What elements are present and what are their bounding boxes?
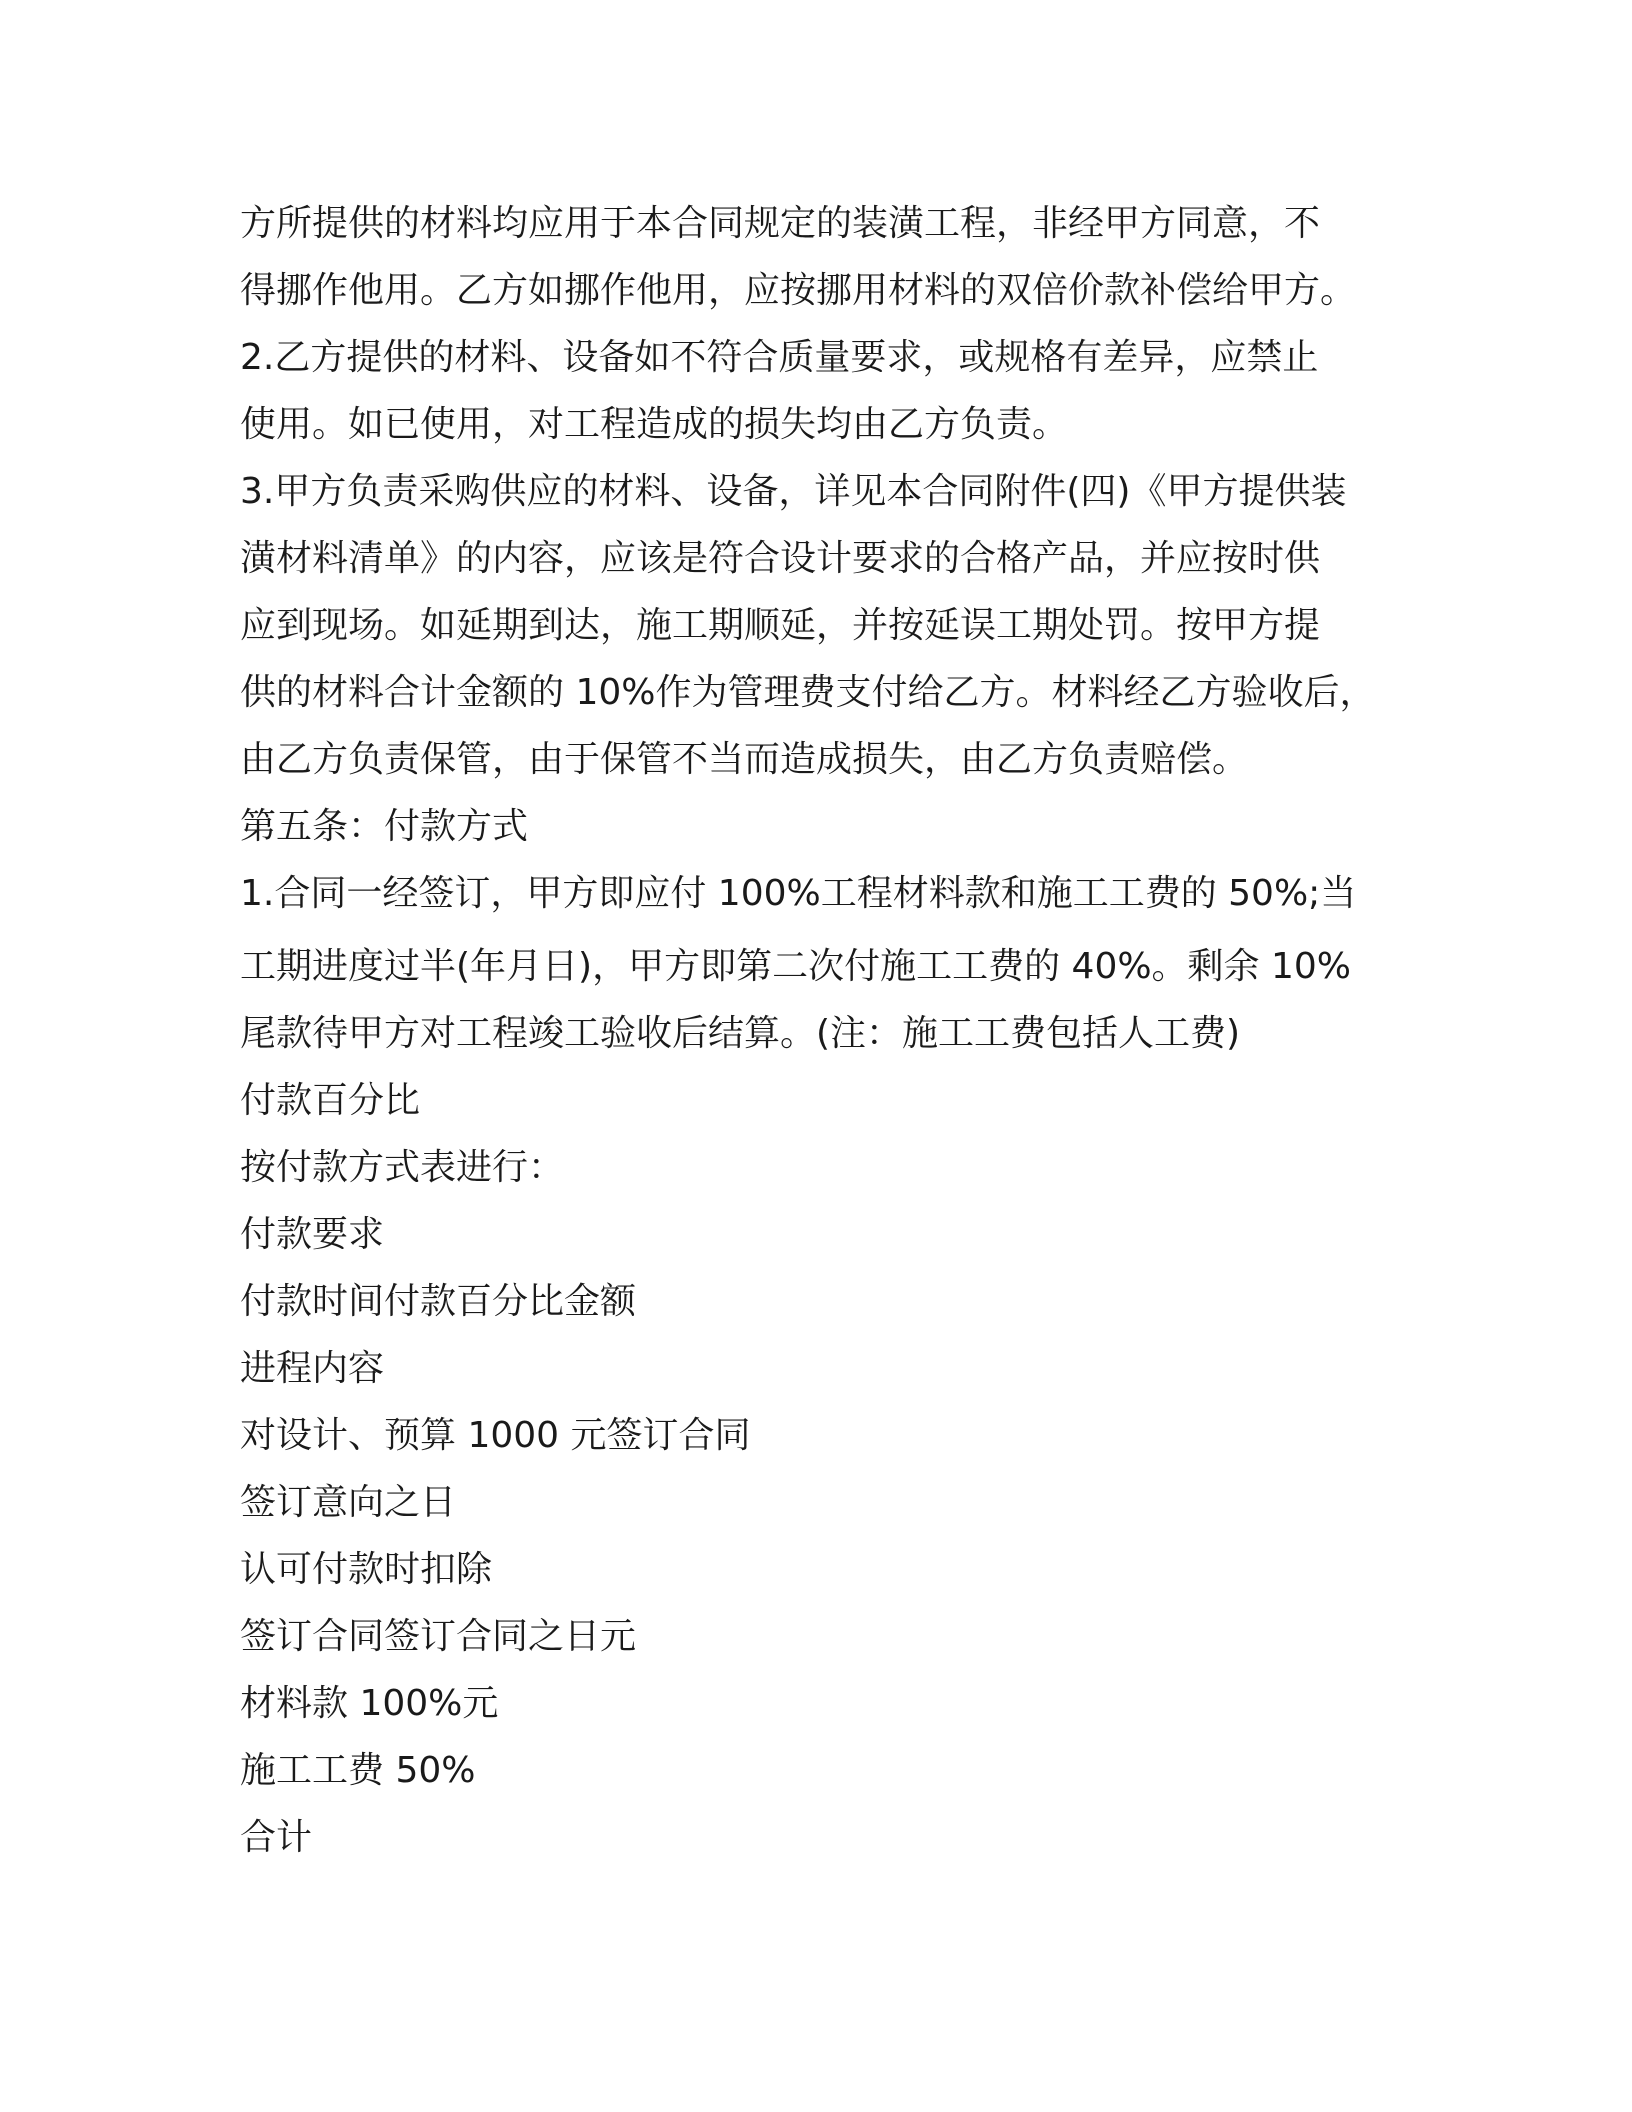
text-line: 由乙方负责保管，由于保管不当而造成损失，由乙方负责赔偿。: [240, 739, 1249, 780]
text-line: 得挪作他用。乙方如挪作他用，应按挪用材料的双倍价款补偿给甲方。: [240, 270, 1357, 311]
text-line: 付款要求: [240, 1214, 385, 1255]
text-line: 1.合同一经签订，甲方即应付 100%工程材料款和施工工费的 50%;当: [240, 873, 1357, 914]
text-line: 应到现场。如延期到达，施工期顺延，并按延误工期处罚。按甲方提: [240, 605, 1321, 646]
text-line: 按付款方式表进行：: [240, 1147, 565, 1188]
text-line: 签订合同签订合同之日元: [240, 1616, 637, 1657]
text-line: 方所提供的材料均应用于本合同规定的装潢工程，非经甲方同意，不: [240, 203, 1321, 244]
text-line: 材料款 100%元: [240, 1683, 499, 1724]
text-line: 签订意向之日: [240, 1482, 457, 1523]
text-line: 认可付款时扣除: [240, 1549, 493, 1590]
text-line: 潢材料清单》的内容，应该是符合设计要求的合格产品，并应按时供: [240, 538, 1321, 579]
text-line: 工期进度过半(年月日)，甲方即第二次付施工工费的 40%。剩余 10%: [240, 946, 1352, 987]
text-line: 使用。如已使用，对工程造成的损失均由乙方负责。: [240, 404, 1069, 445]
text-line: 3.甲方负责采购供应的材料、设备，详见本合同附件(四)《甲方提供装: [240, 471, 1347, 512]
text-line: 付款百分比: [240, 1080, 421, 1121]
text-line: 合计: [240, 1817, 313, 1858]
text-line: 尾款待甲方对工程竣工验收后结算。(注：施工工费包括人工费): [240, 1013, 1241, 1054]
text-line: 进程内容: [240, 1348, 385, 1389]
text-line: 对设计、预算 1000 元签订合同: [240, 1415, 751, 1456]
section-heading: 第五条：付款方式: [240, 806, 529, 847]
document-body: [240, 190, 1440, 1871]
text-line: 施工工费 50%: [240, 1750, 476, 1791]
text-line: 付款时间付款百分比金额: [240, 1281, 637, 1322]
text-line: 2.乙方提供的材料、设备如不符合质量要求，或规格有差异，应禁止: [240, 337, 1319, 378]
text-line: 供的材料合计金额的 10%作为管理费支付给乙方。材料经乙方验收后，: [240, 672, 1376, 713]
